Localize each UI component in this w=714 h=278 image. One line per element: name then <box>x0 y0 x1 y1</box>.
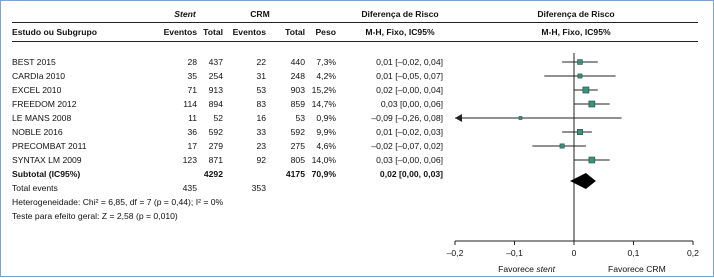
study-point-marker <box>578 74 582 78</box>
stent-total: 279 <box>208 141 223 151</box>
study-name: NOBLE 2016 <box>12 127 63 137</box>
stent-total: 437 <box>208 57 223 67</box>
crm-events: 22 <box>256 57 266 67</box>
stent-events: 36 <box>187 127 197 137</box>
stent-events: 11 <box>188 113 197 123</box>
weight-value: 14,0% <box>311 155 336 165</box>
x-tick-label: 0 <box>571 248 577 258</box>
crm-total: 440 <box>290 57 305 67</box>
stent-total: 52 <box>213 113 223 123</box>
weight-value: 15,2% <box>311 85 336 95</box>
stent-events: 17 <box>187 141 197 151</box>
crm-total: 805 <box>290 155 305 165</box>
stent-total: 592 <box>208 127 223 137</box>
favors-stent-word: stent <box>536 264 555 274</box>
crm-events: 16 <box>256 113 266 123</box>
crm-total: 592 <box>290 127 305 137</box>
risk-difference-ci: –0,02 [–0,07, 0,02] <box>371 141 443 151</box>
crm-events: 23 <box>256 141 266 151</box>
forest-plot <box>1 1 714 278</box>
crm-total: 903 <box>290 85 305 95</box>
weight-value: 0,9% <box>316 113 336 123</box>
stent-total: 894 <box>208 99 223 109</box>
risk-difference-ci: 0,01 [–0,02, 0,04] <box>376 57 443 67</box>
risk-column-title: Diferença de Risco <box>361 9 439 19</box>
risk-difference-ci: 0,01 [–0,05, 0,07] <box>376 71 443 81</box>
stent-events: 35 <box>187 71 197 81</box>
col-study-header: Estudo ou Subgrupo <box>12 27 97 37</box>
weight-value: 14,7% <box>311 99 336 109</box>
crm-events: 83 <box>256 99 266 109</box>
x-tick-label: –0,2 <box>446 248 464 258</box>
crm-total: 248 <box>290 71 305 81</box>
favors-crm-label: Favorece CRM <box>608 264 666 274</box>
group-header-crm: CRM <box>250 9 270 19</box>
x-tick-label: –0,1 <box>506 248 523 258</box>
crm-total: 859 <box>290 99 305 109</box>
study-point-marker <box>589 101 595 107</box>
risk-difference-ci: 0,01 [–0,02, 0,03] <box>376 127 443 137</box>
study-point-marker <box>583 87 589 93</box>
plot-method-header: M-H, Fixo, IC95% <box>541 27 611 37</box>
risk-difference-ci: –0,09 [–0,26, 0,08] <box>371 113 443 123</box>
crm-total: 53 <box>295 113 305 123</box>
x-tick-label: 0,1 <box>627 248 640 258</box>
x-tick-label: 0,2 <box>687 248 699 258</box>
total-events-stent: 435 <box>182 183 197 193</box>
risk-difference-ci: 0,03 [0,00, 0,06] <box>380 99 443 109</box>
weight-value: 4,2% <box>316 71 336 81</box>
stent-events: 28 <box>187 57 197 67</box>
col-stent-events-header: Eventos <box>163 27 197 37</box>
stent-events: 114 <box>183 99 197 109</box>
stent-total: 871 <box>208 155 223 165</box>
total-events-label: Total events <box>12 183 58 193</box>
subtotal-crm-total: 4175 <box>285 169 305 179</box>
crm-events: 92 <box>256 155 266 165</box>
favors-stent-label <box>435 265 555 274</box>
study-name: SYNTAX LM 2009 <box>12 155 82 165</box>
risk-difference-ci: 0,03 [–0,00, 0,06] <box>376 155 443 165</box>
crm-events: 33 <box>256 127 266 137</box>
weight-value: 9,9% <box>316 127 336 137</box>
study-name: FREEDOM 2012 <box>12 99 77 109</box>
ci-truncation-arrow <box>455 114 462 122</box>
plot-column-title: Diferença de Risco <box>537 9 615 19</box>
group-header-stent: Stent <box>174 9 196 19</box>
study-name: BEST 2015 <box>12 57 56 67</box>
overall-effect-test: Teste para efeito geral: Z = 2,58 (p = 0,010) <box>12 211 178 221</box>
stent-total: 913 <box>208 85 223 95</box>
total-events-crm: 353 <box>251 183 266 193</box>
subtotal-stent-total: 4292 <box>203 169 223 179</box>
crm-events: 53 <box>256 85 266 95</box>
crm-events: 31 <box>256 71 266 81</box>
weight-value: 7,3% <box>316 57 336 67</box>
study-point-marker <box>589 157 595 163</box>
heterogeneity-text: Heterogeneidade: Chi² = 6,85, df = 7 (p = 0,44); I² = 0% <box>12 197 224 207</box>
col-crm-total-header: Total <box>285 27 305 37</box>
study-point-marker <box>578 60 583 65</box>
favors-stent-prefix: Favorece <box>498 264 537 274</box>
subtotal-weight: 70,9% <box>311 169 336 179</box>
col-crm-events-header: Eventos <box>232 27 266 37</box>
subtotal-risk-difference-ci: 0,02 [0,00, 0,03] <box>379 169 443 179</box>
study-point-marker <box>519 117 522 120</box>
study-name: CARDIa 2010 <box>12 71 66 81</box>
risk-difference-ci: 0,02 [–0,00, 0,04] <box>376 85 443 95</box>
study-name: LE MANS 2008 <box>12 113 72 123</box>
crm-total: 275 <box>290 141 305 151</box>
study-point-marker <box>577 129 582 134</box>
weight-value: 4,6% <box>316 141 336 151</box>
stent-events: 71 <box>187 85 197 95</box>
study-name: PRECOMBAT 2011 <box>12 141 87 151</box>
study-name: EXCEL 2010 <box>12 85 62 95</box>
risk-method-header: M-H, Fixo, IC95% <box>365 27 435 37</box>
stent-total: 254 <box>208 71 223 81</box>
stent-events: 123 <box>182 155 197 165</box>
study-point-marker <box>560 144 564 148</box>
col-stent-total-header: Total <box>203 27 223 37</box>
subtotal-label: Subtotal (IC95%) <box>12 169 81 179</box>
col-weight-header: Peso <box>315 27 336 37</box>
